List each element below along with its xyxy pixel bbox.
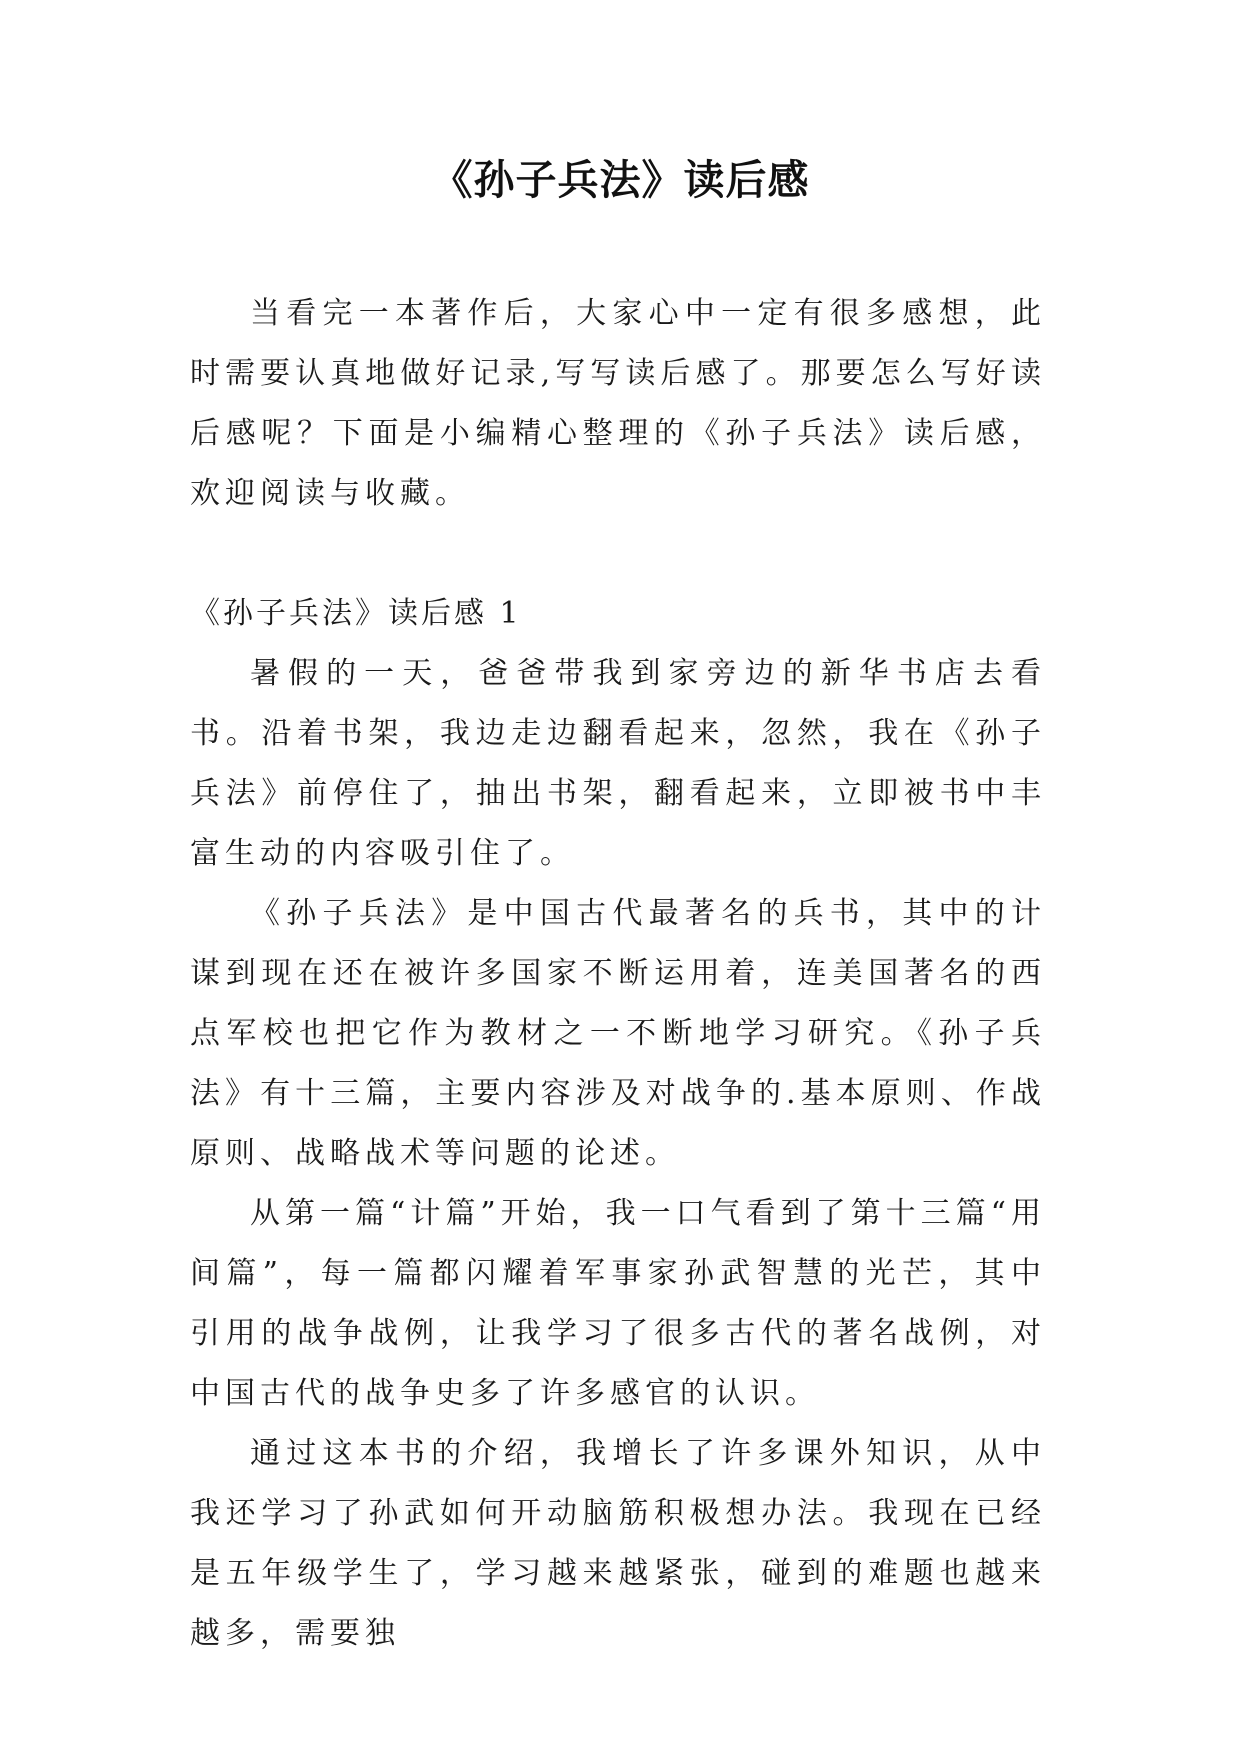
page-title: 《孙子兵法》读后感 (431, 156, 810, 204)
section-heading: 《孙子兵法》读后感 1 (190, 596, 522, 631)
body-paragraph: 暑假的一天，爸爸带我到家旁边的新华书店去看书。沿着书架，我边走边翻看起来，忽然，我在《孙子兵法》前停住了，抽出书架，翻看起来，立即被书中丰富生动的内容吸引住了。 (190, 656, 1046, 871)
document-body (190, 284, 1046, 1664)
body-paragraph: 通过这本书的介绍，我增长了许多课外知识，从中我还学习了孙武如何开动脑筋积极想办法。我现在已经是五年级学生了，学习越来越紧张，碰到的难题也越来越多，需要独 (190, 1436, 1046, 1651)
body-paragraph: 从第一篇“计篇”开始，我一口气看到了第十三篇“用间篇”，每一篇都闪耀着军事家孙武智慧的光芒，其中引用的战争战例，让我学习了很多古代的著名战例，对中国古代的战争史多了许多感官的认识。 (190, 1196, 1047, 1411)
body-paragraph: 《孙子兵法》是中国古代最著名的兵书，其中的计谋到现在还在被许多国家不断运用着，连美国著名的西点军校也把它作为教材之一不断地学习研究。《孙子兵法》有十三篇，主要内容涉及对战争的.基本原则、作战原则、战略战术等问题的论述。 (190, 896, 1046, 1171)
intro-paragraph: 当看完一本著作后，大家心中一定有很多感想，此时需要认真地做好记录,写写读后感了。那要怎么写好读后感呢？下面是小编精心整理的《孙子兵法》读后感，欢迎阅读与收藏。 (190, 296, 1046, 511)
